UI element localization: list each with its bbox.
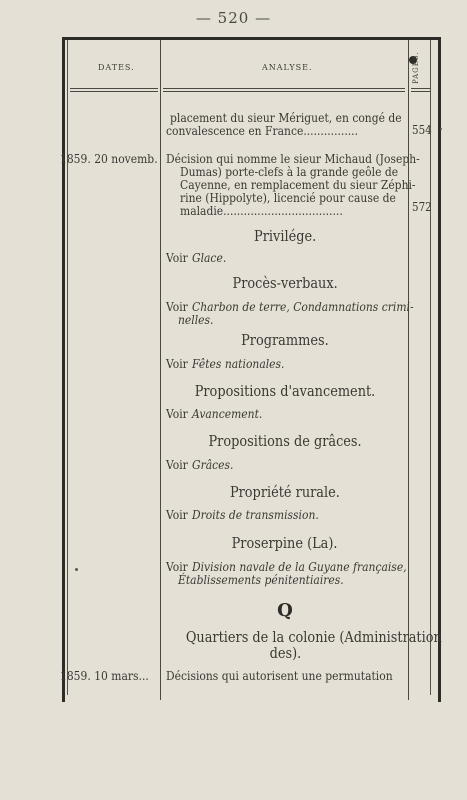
column-header-pages: PAGES. (412, 51, 420, 85)
section-heading: des). (269, 644, 301, 662)
entry-text-line: maladie................................... (180, 203, 343, 218)
header-rule (163, 88, 405, 89)
section-heading: Propositions d'avancement. (194, 382, 376, 400)
voir-reference: Établissements pénitentiaires. (178, 572, 344, 587)
page-number: — 520 — (195, 9, 272, 27)
section-heading: Propriété rurale. (230, 483, 340, 501)
letter-divider: Q (277, 600, 293, 621)
voir-reference: Avancement. (192, 406, 263, 421)
section-heading: Proserpine (La). (232, 534, 338, 552)
section-heading: Procès-verbaux. (232, 274, 338, 292)
section-heading: Propositions de grâces. (208, 432, 362, 450)
entry-date: 1859. 10 mars... (60, 668, 149, 683)
column-header-dates: DATES. (98, 63, 135, 72)
entry-text-line: rine (Hippolyte), licencié pour cause de (180, 190, 396, 205)
header-rule (70, 91, 158, 92)
section-heading: Programmes. (241, 331, 329, 349)
frame-inner-right (430, 40, 431, 695)
column-divider-pages (408, 40, 409, 700)
header-rule (411, 88, 431, 89)
frame-inner-left (67, 40, 68, 695)
entry-text-line: convalescence en France................ (166, 123, 359, 138)
paper-speck (75, 568, 78, 571)
voir-label: Voir (166, 356, 188, 371)
column-divider-dates (160, 40, 161, 700)
voir-label: Voir (166, 299, 188, 314)
entry-text-line: placement du sieur Mériguet, en congé de (170, 110, 402, 125)
entry-text-line: Décision qui nomme le sieur Michaud (Joseph- (166, 151, 420, 166)
voir-reference: Droits de transmission. (192, 507, 319, 522)
voir-reference: Division navale de la Guyane française, (192, 559, 407, 574)
header-rule (70, 88, 158, 89)
column-header-analyse: ANALYSE. (262, 63, 313, 72)
entry-text-line: Décisions qui autorisent une permutation (166, 668, 393, 683)
voir-reference: Charbon de terre, Condamnations crimi- (192, 299, 414, 314)
voir-label: Voir (166, 250, 188, 265)
voir-reference: Grâces. (192, 457, 234, 472)
voir-reference: Glace. (192, 250, 227, 265)
voir-reference: Fêtes nationales. (192, 356, 285, 371)
header-rule (411, 91, 431, 92)
paper-speck (440, 128, 442, 130)
voir-reference: nelles. (178, 312, 214, 327)
voir-label: Voir (166, 507, 188, 522)
section-heading: Privilége. (253, 227, 317, 245)
voir-label: Voir (166, 406, 188, 421)
entry-page: 572 (412, 200, 432, 214)
header-rule (163, 91, 405, 92)
entry-page: 554 (412, 123, 432, 137)
voir-label: Voir (166, 559, 188, 574)
entry-date: 1859. 20 novemb. (60, 151, 158, 166)
section-heading: Quartiers de la colonie (Administration (185, 628, 442, 646)
entry-text-line: Cayenne, en remplacement du sieur Zéphi- (180, 177, 416, 192)
entry-text-line: Dumas) porte-clefs à la grande geôle de (180, 164, 399, 179)
voir-label: Voir (166, 457, 188, 472)
